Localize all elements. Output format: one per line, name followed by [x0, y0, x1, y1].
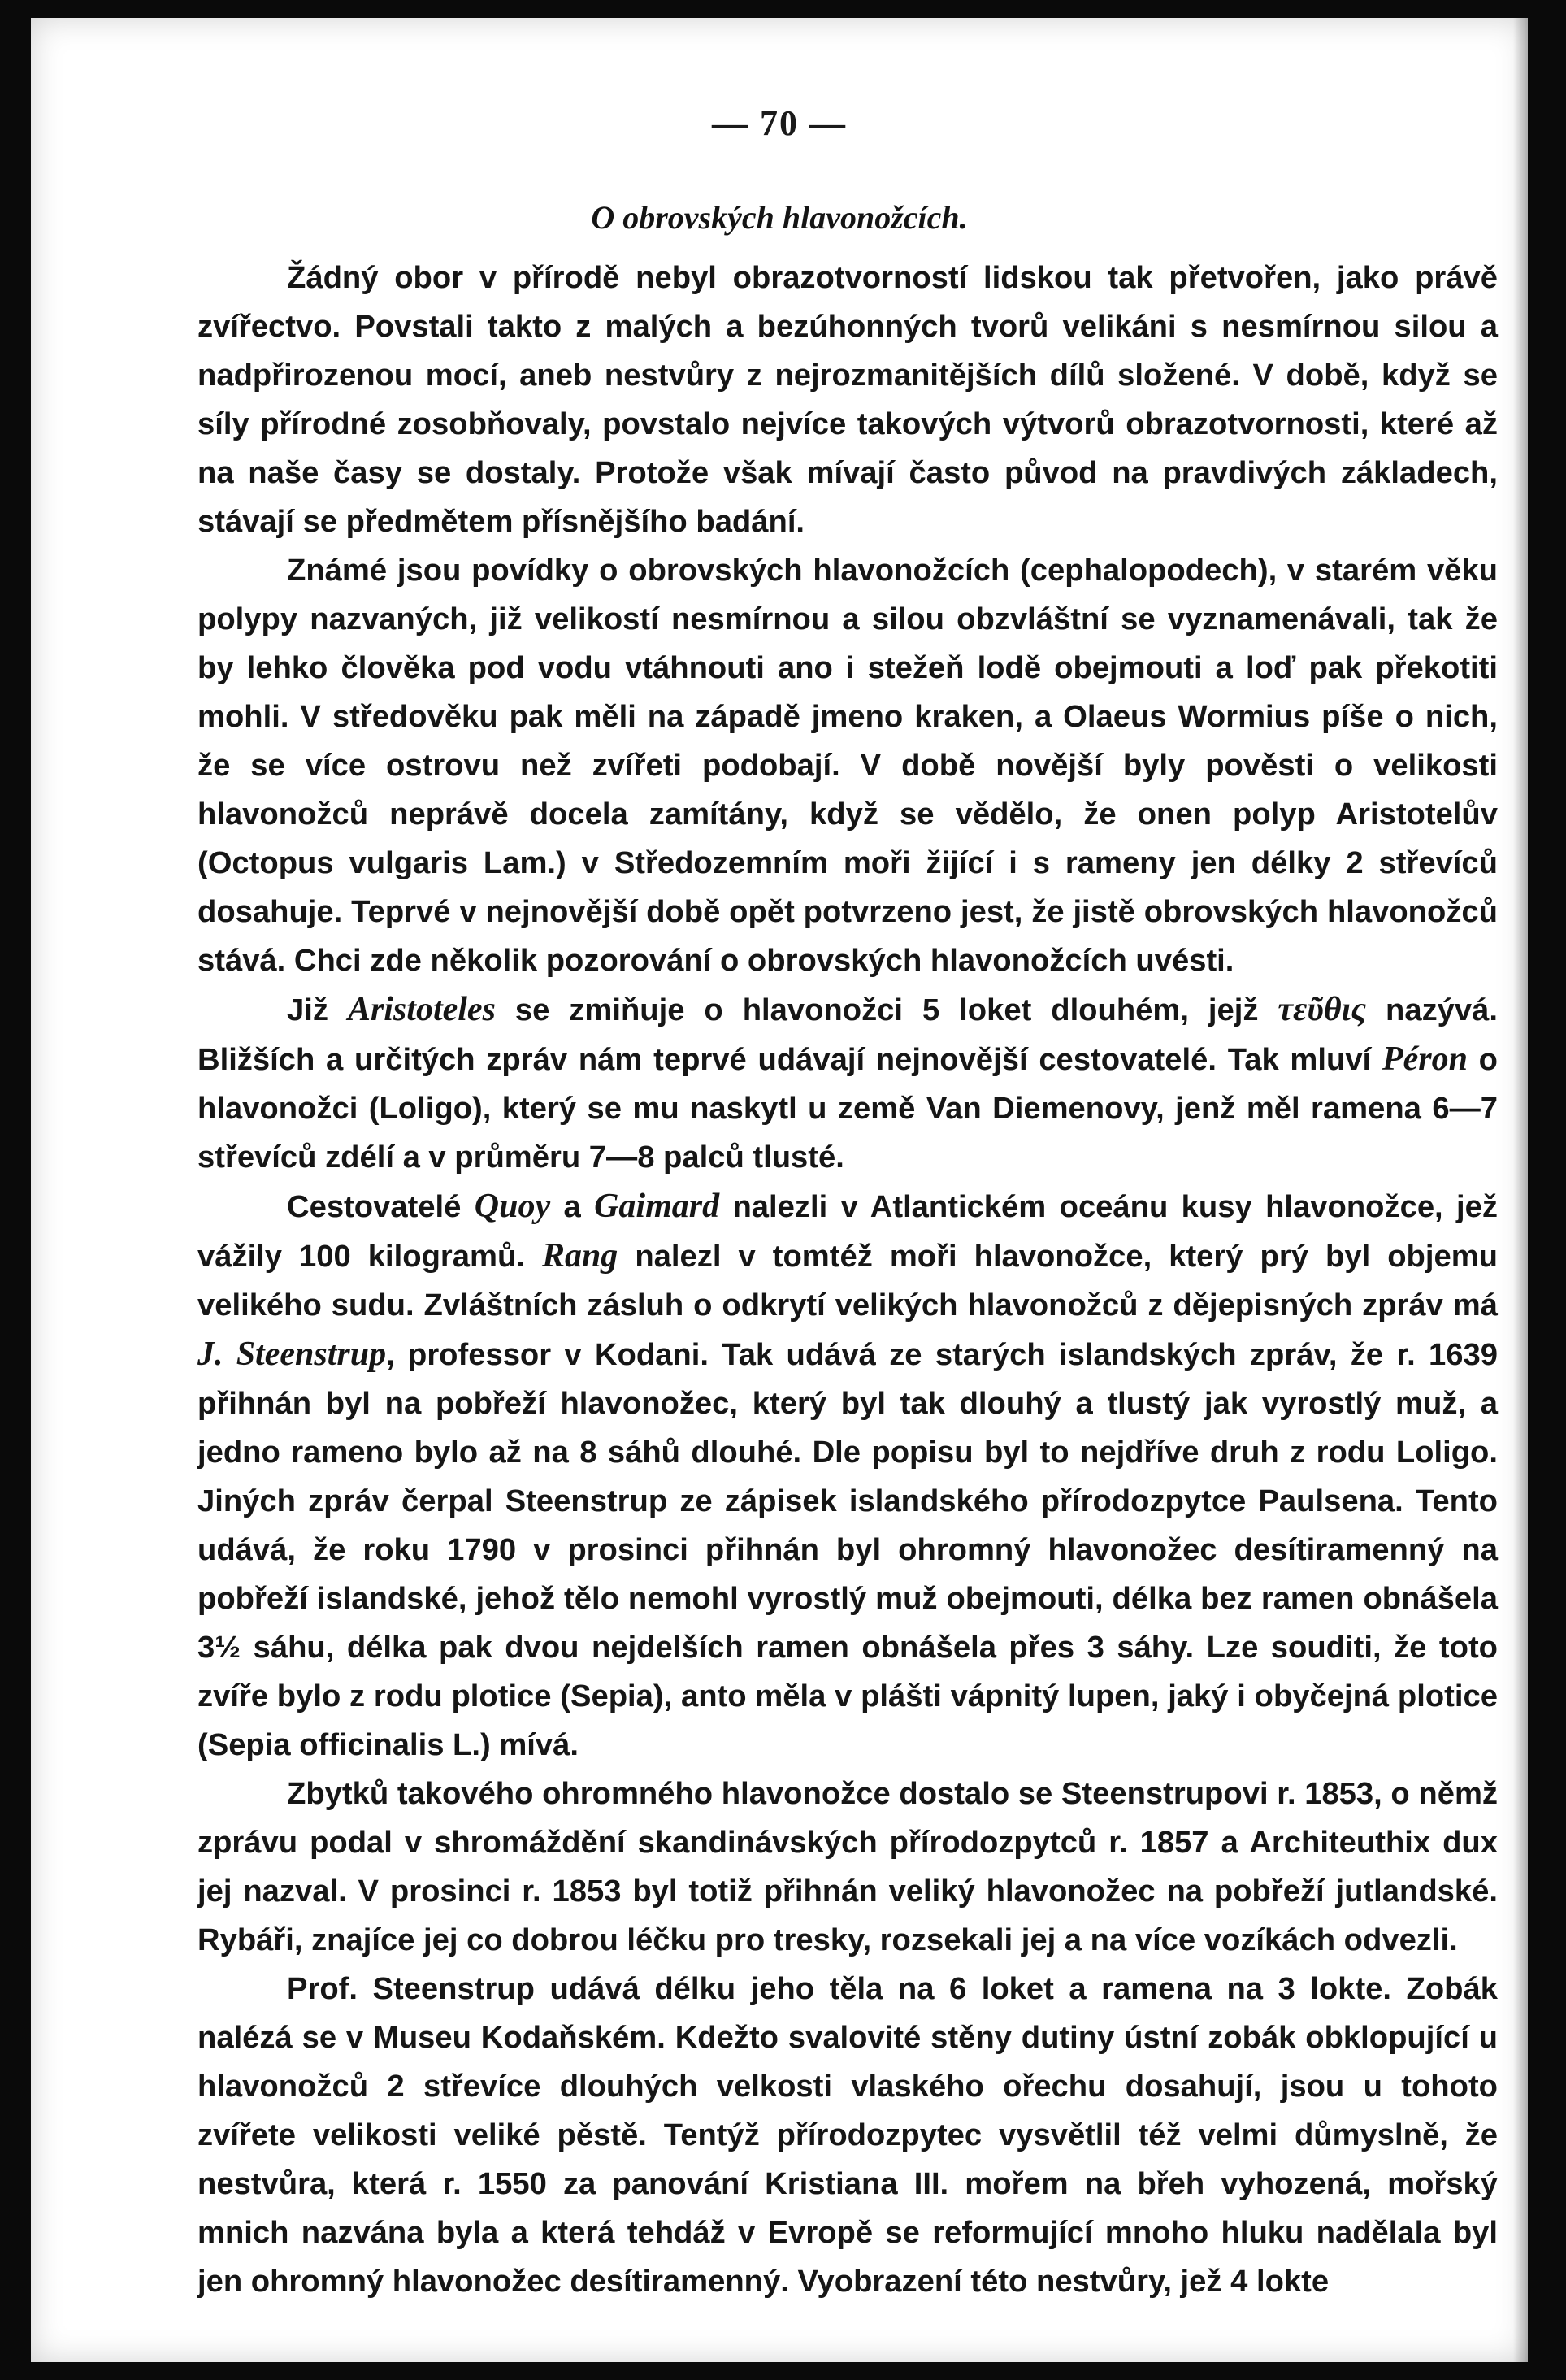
text-run: nazývá. Bližších a určitých zpráv nám teprvé udávají nejnovější cestovatelé. Tak mluví — [197, 992, 1498, 1077]
text-run: , professor v Kodani. Tak udává ze starých islandských zpráv, že r. 1639 přihnán byl na pobřeží hlavonožec, který byl tak dlouhý a tlustý jak vyrostlý muž, a jedno rameno bylo až na 8 sáhů dlouhé. Dle popisu byl to nejdříve druh z rodu Loligo. Jiných zpráv čerpal Steenstrup ze zápisek islandského přírodozpytce Paulsena. Tento udává, že roku 1790 v prosinci přihnán byl ohromný hlavonožec desítiramenný na pobřeží islandské, jehož tělo nemohl vyrostlý muž obejmouti, délka bez ramen obnášela 3½ sáhu, délka pak dvou nejdelších ramen obnášela přes 3 sáhy. Lze souditi, že toto zvíře bylo z rodu plotice (Sepia), anto měla v plášti vápnitý lupen, jaký i obyčejná plotice (Sepia officinalis L.) mívá. — [197, 1337, 1498, 1762]
paragraph — [197, 546, 1498, 985]
book-page — [31, 18, 1528, 2362]
italic-text: Péron — [1382, 1040, 1468, 1078]
paragraph — [197, 1182, 1498, 1770]
text-run: Již — [287, 992, 348, 1027]
article-title: O obrovských hlavonožcích. — [591, 199, 968, 236]
italic-text: Quoy — [474, 1188, 551, 1225]
italic-text: Aristoteles — [347, 991, 496, 1028]
text-run: nalezli v Atlantickém oceánu kusy hlavonožce, jež vážily 100 kilogramů. — [197, 1189, 1498, 1274]
text-run: Známé jsou povídky o obrovských hlavonožcích (cephalopodech), v starém věku polypy nazvaných, již velikostí nesmírnou a silou obzvláštní se vyznamenávali, tak že by lehko člověka pod vodu vtáhnouti ano i stežeň lodě obejmouti a loď pak překotiti mohli. V středověku pak měli na západě jmeno kraken, a Olaeus Wormius píše o nich, že se více ostrovu než zvířeti podobají. V době novější byly pověsti o velikosti hlavonožců neprávě docela zamítány, když se vědělo, že onen polyp Aristotelův (Octopus vulgaris Lam.) v Středozemním moři žijící i s rameny jen délky 2 střevíců dosahuje. Teprvé v nejnovější době opět potvrzeno jest, že jistě obrovských hlavonožců stává. Chci zde několik pozorování o obrovských hlavonožcích uvésti. — [197, 553, 1498, 978]
italic-text: Rang — [541, 1237, 618, 1275]
text-run: o hlavonožci (Loligo), který se mu naskytl u země Van Diemenovy, jenž měl ramena 6—7 střevíců zdélí a v průměru 7—8 palců tlusté. — [197, 1042, 1498, 1175]
italic-text: J. Steenstrup — [197, 1335, 387, 1373]
page-number: — 70 — — [712, 103, 847, 143]
page-edge-shadow — [1513, 18, 1528, 2362]
paragraph — [197, 254, 1498, 546]
paragraph — [197, 1770, 1498, 1965]
text-run: Zbytků takového ohromného hlavonožce dostalo se Steenstrupovi r. 1853, o němž zprávu podal v shromáždění skandinávských přírodozpytců r. 1857 a Architeuthix dux jej nazval. V prosinci r. 1853 byl totiž přihnán veliký hlavonožec na pobřeží jutlandské. Rybáři, znajíce jej co dobrou léčku pro tresky, rozsekali jej a na více vozíkách odvezli. — [197, 1776, 1498, 1957]
text-run: nalezl v tomtéž moři hlavonožce, který prý byl objemu velikého sudu. Zvláštních zásluh o odkrytí velikých hlavonožců z dějepisných zpráv má — [197, 1239, 1498, 1322]
paragraph — [197, 985, 1498, 1182]
italic-text: Gaimard — [594, 1188, 720, 1225]
text-run: se zmiňuje o hlavonožci 5 loket dlouhém, jejž — [495, 992, 1278, 1027]
paragraph — [197, 1965, 1498, 2306]
text-run: Prof. Steenstrup udává délku jeho těla na 6 loket a ramena na 3 lokte. Zobák nalézá se v Museu Kodaňském. Kdežto svalovité stěny dutiny ústní zobák obklopující u hlavonožců 2 střevíce dlouhých velkosti vlaského ořechu dosahují, jsou u tohoto zvířete velikosti veliké pěstě. Tentýž přírodozpytec vysvětlil též velmi důmyslně, že nestvůra, která r. 1550 za panování Kristiana III. mořem na břeh vyhozená, mořský mnich nazvána byla a která tehdáž v Evropě se reformující mnoho hluku nadělala byl jen ohromný hlavonožec desítiramenný. Vyobrazení této nestvůry, jež 4 lokte — [197, 1971, 1498, 2299]
text-run: Cestovatelé — [287, 1189, 475, 1224]
article-body — [197, 254, 1498, 2306]
text-run: a — [550, 1189, 595, 1224]
text-run: Žádný obor v přírodě nebyl obrazotvorností lidskou tak přetvořen, jako právě zvířectvo. Povstali takto z malých a bezúhonných tvorů velikáni s nesmírnou silou a nadpřirozenou mocí, aneb nestvůry z nejrozmanitějších dílů složené. V době, když se síly přírodné zosobňovaly, povstalo nejvíce takových výtvorů obrazotvornosti, které až na naše časy se dostaly. Protože však mívají často původ na pravdivých základech, stávají se předmětem přísnějšího badání. — [197, 260, 1498, 539]
italic-text: τεῦθις — [1278, 991, 1367, 1028]
